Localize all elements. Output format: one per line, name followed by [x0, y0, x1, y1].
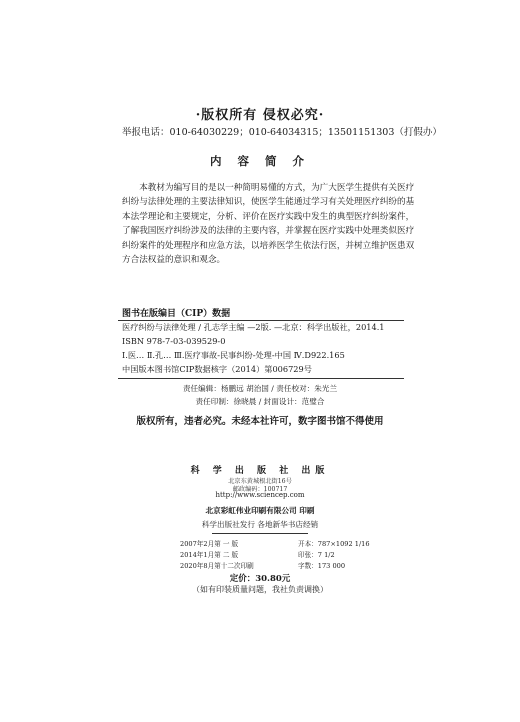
price: 定价：30.80元: [229, 574, 291, 584]
imprint-divider: [212, 533, 308, 534]
publisher-address: 北京东黄城根北街16号: [228, 478, 292, 485]
publisher-postcode: 邮政编码：100717: [232, 486, 288, 493]
edition-info: 2020年8月第十二次印刷: [180, 562, 254, 570]
distributor-line: 科学出版社发行 各地新华书店经销: [201, 520, 319, 529]
staff-editors-line: 责任编辑：杨鹏远 胡治国 / 责任校对：朱光兰: [182, 384, 338, 393]
cip-line: 中国版本图书馆CIP数据核字（2014）第006729号: [122, 364, 312, 374]
cip-line: Ⅰ.医… Ⅱ.孔… Ⅲ.医疗事故-民事纠纷-处理-中国 Ⅳ.D922.165: [122, 350, 345, 360]
edition-row: [180, 560, 380, 570]
staff-printing-line: 责任印制：徐晓晨 / 封面设计：范璧合: [195, 397, 325, 406]
publisher-name: 科 学 出 版 社 出版: [190, 466, 330, 476]
format-info: 字数：173 000: [298, 562, 346, 570]
publisher-website: http://www.sciencep.com: [215, 491, 305, 499]
edition-row: [180, 549, 380, 559]
printer-line: 北京彩虹伟业印刷有限公司 印刷: [205, 506, 315, 515]
copyright-heading: ·版权所有 侵权必究·: [195, 108, 325, 123]
quality-notice: （如有印装质量问题，我社负责调换）: [192, 585, 328, 594]
report-phone-line: 举报电话：010-64030229；010-64034315；13501151303（打假办）: [122, 127, 442, 138]
edition-info: 2014年1月第 二 版: [180, 551, 239, 559]
abstract-body: 本教材为编写目的是以一种简明易懂的方式，为广大医学生提供有关医疗纠纷与法律处理的主要法律知识，使医学生能通过学习有关处理医疗纠纷的基本法学理论和主要规定，分析、评价在医疗实践中发生的典型医疗纠纷案件，了解我国医疗纠纷涉及的法律的主要内容，并掌握在医疗实践中处理类似医疗纠纷案件的处理程序和应急方法，以培养医学生依法行医，并树立维护医患双方合法权益的意识和观念。: [122, 183, 415, 266]
cip-title: 图书在版编目（CIP）数据: [122, 309, 231, 319]
format-info: 开本：787×1092 1/16: [298, 540, 370, 548]
usage-notice: 版权所有，违者必究。未经本社许可，数字图书馆不得使用: [136, 416, 384, 427]
edition-info: 2007年2月第 一 版: [180, 540, 239, 548]
cip-bottom-divider: [118, 378, 404, 379]
cip-line: 医疗纠纷与法律处理 / 孔志学主编 —2版. —北京：科学出版社，2014.1: [122, 322, 385, 332]
cip-line: ISBN 978-7-03-039529-0: [122, 336, 226, 346]
cip-top-divider: [118, 320, 404, 321]
abstract-title: 内 容 简 介: [209, 154, 310, 168]
format-info: 印张：7 1/2: [298, 551, 335, 559]
edition-row: [180, 538, 380, 548]
